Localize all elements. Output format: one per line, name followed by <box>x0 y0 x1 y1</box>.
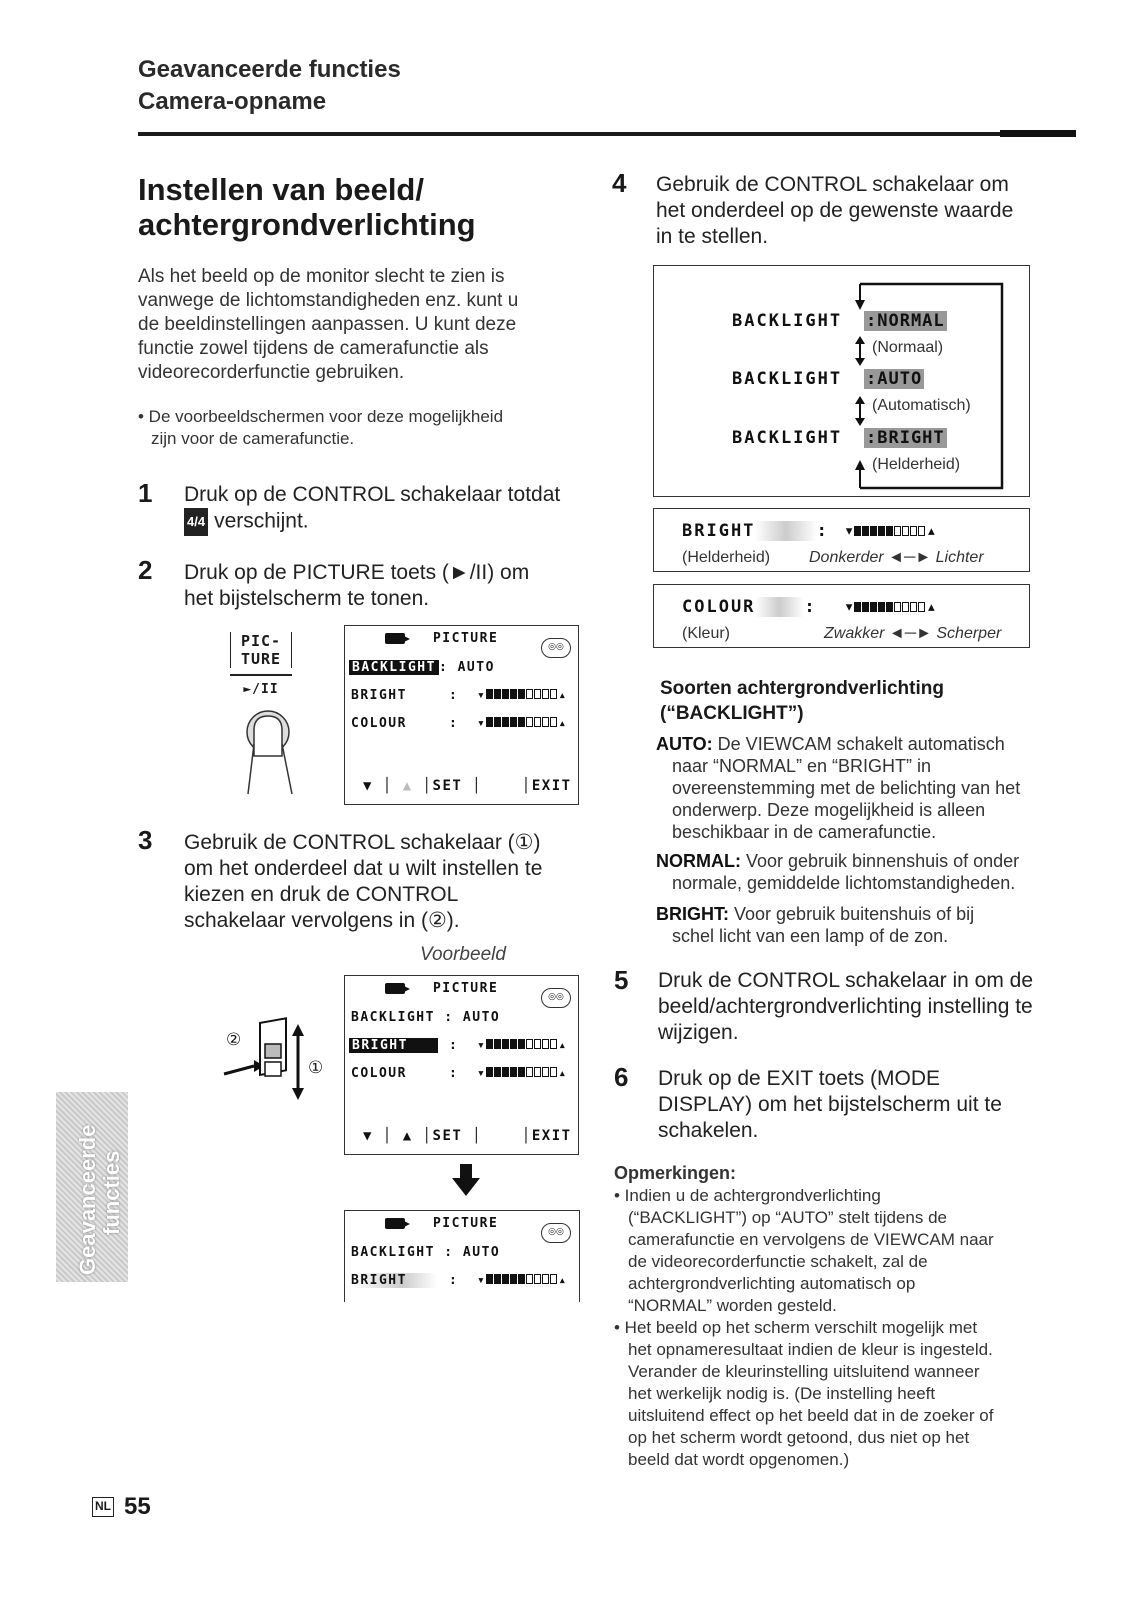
level-segment <box>902 602 909 612</box>
step-5-text: Druk de CONTROL schakelaar in om de beeld/achtergrondverlichting instelling te wijzigen. <box>658 969 1034 1044</box>
level-segment <box>542 1274 549 1284</box>
level-segment <box>494 717 501 727</box>
bright-fading: BRIGHT <box>351 1273 437 1288</box>
level-segment <box>494 1274 501 1284</box>
normal-definition: NORMAL: Voor gebruik binnenshuis of onder normale, gemiddelde lichtomstandigheden. <box>656 851 1020 893</box>
level-segment <box>526 1274 533 1284</box>
down-arrow-icon <box>452 1164 480 1196</box>
level-segment <box>502 1067 509 1077</box>
level-segment <box>502 689 509 699</box>
level-segment <box>902 526 909 536</box>
level-segment <box>534 1067 541 1077</box>
level-segment <box>918 602 925 612</box>
up-arrow-icon: ▲ <box>402 1128 413 1144</box>
header-rule <box>138 132 1076 136</box>
level-segment <box>494 1067 501 1077</box>
step-1-text: Druk op de CONTROL schakelaar totdat 4/4 verschijnt. <box>184 482 604 536</box>
level-segment <box>550 1067 557 1077</box>
down-arrow-icon: ▼ <box>363 1128 373 1144</box>
level-segment <box>542 717 549 727</box>
level-segment <box>510 717 517 727</box>
control-switch-illustration: ② ① <box>220 1010 330 1110</box>
auto-definition: AUTO: De VIEWCAM schakelt automatisch naar “NORMAL” en “BRIGHT” in overeenstemming met de belichting van het onderwerp. Deze mogelijkheid is alleen beschikbaar in de camerafunctie. <box>656 734 1021 842</box>
level-segment <box>494 1039 501 1049</box>
section-title: Geavanceerde functies <box>138 56 401 83</box>
level-segment <box>502 1039 509 1049</box>
chapter-tab: Geavanceerde functies <box>56 1092 128 1282</box>
level-segment <box>854 526 861 536</box>
level-segment <box>878 602 885 612</box>
level-segment <box>870 526 877 536</box>
camera-icon <box>385 983 405 994</box>
page-title: Instellen van beeld/ achtergrondverlichting <box>138 172 476 242</box>
backlight-cycle-box: BACKLIGHT :NORMAL (Normaal) BACKLIGHT :AUTO (Automatisch) BACKLIGHT :BRIGHT (Helderheid) <box>653 265 1030 497</box>
step-6-text: Druk op de EXIT toets (MODE DISPLAY) om het bijstelscherm uit te schakelen. <box>658 1067 1002 1142</box>
step-1-number: 1 <box>138 478 153 508</box>
backlight-highlight: BACKLIGHT <box>349 660 439 675</box>
down-arrow-icon: ▼ <box>363 778 373 794</box>
tape-icon: ◎◎ <box>541 988 571 1008</box>
step-4-text: Gebruik de CONTROL schakelaar om het onderdeel op de gewenste waarde in te stellen. <box>656 173 1014 248</box>
level-segment <box>502 717 509 727</box>
level-segment <box>510 1067 517 1077</box>
colour-level-bar <box>486 716 558 731</box>
bright-level-bar <box>486 1038 558 1053</box>
camera-icon <box>385 633 405 644</box>
level-segment <box>870 602 877 612</box>
intro-bullet: • De voorbeeldschermen voor deze mogelijkheid zijn voor de camerafunctie. <box>138 407 504 448</box>
level-segment <box>510 1039 517 1049</box>
bright-range-bar <box>854 521 926 541</box>
level-segment <box>894 602 901 612</box>
level-segment <box>854 602 861 612</box>
picture-button-illustration: PIC- TURE ►/II <box>230 628 300 798</box>
step-6-number: 6 <box>614 1062 629 1092</box>
notes-heading: Opmerkingen: <box>614 1163 737 1183</box>
tape-icon: ◎◎ <box>541 1223 571 1243</box>
bright-definition: BRIGHT: Voor gebruik buitenshuis of bij schel licht van een lamp of de zon. <box>656 904 975 946</box>
level-segment <box>510 689 517 699</box>
up-arrow-icon: ▲ <box>402 778 413 794</box>
level-segment <box>542 689 549 699</box>
level-segment <box>862 602 869 612</box>
level-segment <box>486 1067 493 1077</box>
colour-level-bar <box>486 1066 558 1081</box>
colour-range-bar <box>854 597 926 617</box>
level-segment <box>526 1067 533 1077</box>
step-2-number: 2 <box>138 555 153 585</box>
control-switch-icon <box>220 1010 330 1110</box>
backlight-types-heading: Soorten achtergrondverlichting (“BACKLIGHT”) <box>660 678 944 724</box>
level-segment <box>486 717 493 727</box>
level-segment <box>894 526 901 536</box>
picture-screen-1: PICTURE ◎◎ BACKLIGHT : AUTO BRIGHT : ▾ ▴ COLOUR : ▾ ▴ ▼ │ ▲ │SET │ │EXIT <box>344 625 579 805</box>
step-5-number: 5 <box>614 965 629 995</box>
level-segment <box>550 717 557 727</box>
example-label: Voorbeeld <box>420 944 506 965</box>
level-segment <box>550 1274 557 1284</box>
level-segment <box>550 689 557 699</box>
double-arrow-icon: ◄─► <box>888 549 932 566</box>
picture-screen-2: PICTURE ◎◎ BACKLIGHT : AUTO BRIGHT : ▾ ▴ COLOUR : ▾ ▴ ▼ │ ▲ │SET │ │EXIT <box>344 975 579 1155</box>
tape-icon: ◎◎ <box>541 638 571 658</box>
subsection-title: Camera-opname <box>138 88 327 115</box>
level-segment <box>878 526 885 536</box>
bright-level-bar <box>486 1273 558 1288</box>
level-segment <box>550 1039 557 1049</box>
level-segment <box>526 717 533 727</box>
header-rule-end <box>1000 130 1076 137</box>
level-segment <box>534 717 541 727</box>
level-segment <box>518 1274 525 1284</box>
note-1: • Indien u de achtergrondverlichting (“BACKLIGHT”) op “AUTO” stelt tijdens de camerafunctie en vervolgens de VIEWCAM naar de videorecorderfunctie schakelt, zal de achtergrondverlichting automatisch op “NORMAL” worden gesteld. <box>614 1186 994 1315</box>
level-segment <box>918 526 925 536</box>
level-segment <box>518 1067 525 1077</box>
level-segment <box>486 689 493 699</box>
bright-highlight: BRIGHT <box>349 1038 438 1053</box>
level-segment <box>910 602 917 612</box>
level-segment <box>518 689 525 699</box>
level-segment <box>534 1274 541 1284</box>
level-segment <box>510 1274 517 1284</box>
level-segment <box>886 526 893 536</box>
level-segment <box>542 1067 549 1077</box>
level-segment <box>886 602 893 612</box>
level-segment <box>518 717 525 727</box>
camera-icon <box>385 1218 405 1229</box>
cycle-arrows-icon <box>654 266 1031 498</box>
level-segment <box>518 1039 525 1049</box>
level-segment <box>526 689 533 699</box>
step-4-number: 4 <box>612 168 627 198</box>
step-2-text: Druk op de PICTURE toets (►/II) om het bijstelscherm te tonen. <box>184 561 530 610</box>
level-segment <box>542 1039 549 1049</box>
level-segment <box>486 1274 493 1284</box>
level-segment <box>862 526 869 536</box>
language-badge: NL <box>92 1497 114 1517</box>
picture-screen-3: PICTURE ◎◎ BACKLIGHT : AUTO BRIGHT : ▾ ▴ <box>344 1210 580 1302</box>
intro-paragraph: Als het beeld op de monitor slecht te zien is vanwege de lichtomstandigheden enz. kunt u de beeldinstellingen aanpassen. U kunt deze functie zowel tijdens de camerafunctie als videorecorderfunctie gebruiken. <box>138 266 519 383</box>
level-segment <box>502 1274 509 1284</box>
level-segment <box>534 1039 541 1049</box>
step-3-text: Gebruik de CONTROL schakelaar (①) om het onderdeel dat u wilt instellen te kiezen en druk de CONTROL schakelaar vervolgens in (②). <box>184 831 543 932</box>
page-4-4-icon: 4/4 <box>184 508 208 536</box>
double-arrow-icon: ◄─► <box>888 625 932 642</box>
note-2: • Het beeld op het scherm verschilt mogelijk met het opnameresultaat indien de kleur is ingesteld. Verander de kleurinstelling uitsluitend wanneer het werkelijk nodig is. (De instelling heeft uitsluitend effect op het beeld dat in de zoeker of op het scherm wordt getoond, dus niet op het beeld dat wordt opgenomen.) <box>614 1318 994 1469</box>
bright-level-bar <box>486 688 558 703</box>
level-segment <box>494 689 501 699</box>
finger-press-icon <box>240 704 300 796</box>
level-segment <box>526 1039 533 1049</box>
level-segment <box>534 689 541 699</box>
level-segment <box>910 526 917 536</box>
page-number: 55 <box>124 1493 151 1520</box>
step-3-number: 3 <box>138 825 153 855</box>
bright-range-box: BRIGHT : ▾ ▴ (Helderheid) Donkerder ◄─► Lichter <box>653 508 1030 572</box>
level-segment <box>486 1039 493 1049</box>
colour-range-box: COLOUR : ▾ ▴ (Kleur) Zwakker ◄─► Scherper <box>653 584 1030 648</box>
